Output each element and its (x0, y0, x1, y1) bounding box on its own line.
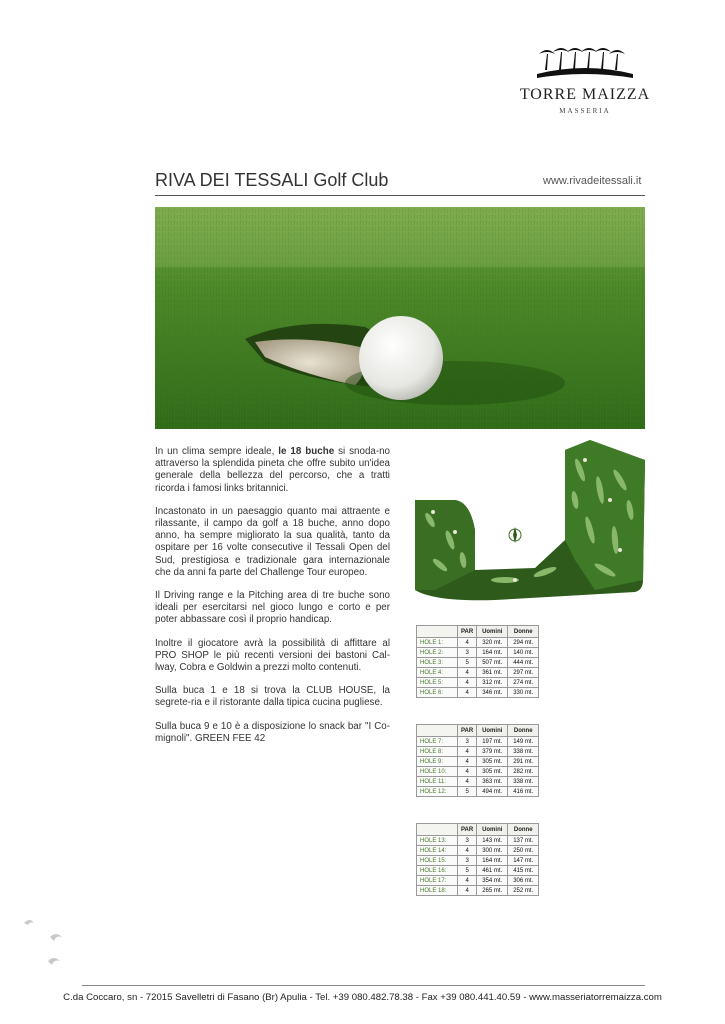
women-distance: 297 mt. (508, 668, 539, 678)
men-distance: 265 mt. (477, 886, 508, 896)
women-distance: 415 mt. (508, 866, 539, 876)
hole-label: HOLE 9: (417, 757, 458, 767)
men-distance: 346 mt. (477, 688, 508, 698)
par-value: 4 (458, 846, 477, 856)
women-distance: 294 mt. (508, 638, 539, 648)
table-row (417, 737, 539, 747)
hole-label: HOLE 6: (417, 688, 458, 698)
hole-label: HOLE 17: (417, 876, 458, 886)
hole-label: HOLE 3: (417, 658, 458, 668)
women-header: Donne (508, 725, 539, 737)
intro-bold-text: le 18 buche (278, 446, 335, 457)
par-value: 4 (458, 678, 477, 688)
men-distance: 363 mt. (477, 777, 508, 787)
hole-label: HOLE 18: (417, 886, 458, 896)
table-row (417, 668, 539, 678)
birds-icon (20, 915, 80, 975)
men-distance: 312 mt. (477, 678, 508, 688)
men-distance: 361 mt. (477, 668, 508, 678)
par-value: 3 (458, 856, 477, 866)
men-distance: 461 mt. (477, 866, 508, 876)
women-distance: 274 mt. (508, 678, 539, 688)
paragraph-club-house: Sulla buca 1 e 18 si trova la CLUB HOUSE, la segrete-ria e il ristorante dalla tipica cucina pugliese. (155, 685, 390, 709)
women-distance: 147 mt. (508, 856, 539, 866)
holes-table-7-12 (416, 724, 539, 797)
men-distance: 305 mt. (477, 757, 508, 767)
men-header: Uomini (477, 725, 508, 737)
paragraph-intro (155, 446, 390, 495)
table-row (417, 846, 539, 856)
table-row (417, 876, 539, 886)
table-row (417, 836, 539, 846)
club-website-link[interactable]: www.rivadeitessali.it (543, 175, 642, 187)
intro-text: In un clima sempre ideale, (155, 446, 279, 457)
table-row (417, 688, 539, 698)
men-distance: 320 mt. (477, 638, 508, 648)
compass-icon (509, 527, 521, 543)
table-corner (417, 626, 458, 638)
men-distance: 197 mt. (477, 737, 508, 747)
table-header-row (417, 626, 539, 638)
par-value: 3 (458, 737, 477, 747)
club-description (155, 446, 390, 756)
paragraph-pro-shop: Inoltre il giocatore avrà la possibilità di affittare al PRO SHOP le più recenti versioni dei bastoni Cal-lway, Cobra e Goldwin a prezzi molto contenuti. (155, 637, 390, 674)
hole-label: HOLE 10: (417, 767, 458, 777)
men-distance: 143 mt. (477, 836, 508, 846)
table-row (417, 757, 539, 767)
hole-label: HOLE 7: (417, 737, 458, 747)
course-map (415, 440, 645, 602)
par-value: 4 (458, 638, 477, 648)
table-row (417, 777, 539, 787)
women-distance: 140 mt. (508, 648, 539, 658)
hole-label: HOLE 1: (417, 638, 458, 648)
par-value: 3 (458, 648, 477, 658)
table-corner (417, 725, 458, 737)
women-distance: 137 mt. (508, 836, 539, 846)
hole-label: HOLE 15: (417, 856, 458, 866)
table-row (417, 648, 539, 658)
men-distance: 164 mt. (477, 648, 508, 658)
women-distance: 149 mt. (508, 737, 539, 747)
table-row (417, 747, 539, 757)
par-value: 4 (458, 767, 477, 777)
women-distance: 444 mt. (508, 658, 539, 668)
women-distance: 416 mt. (508, 787, 539, 797)
palm-trees-logo-icon (535, 40, 635, 84)
men-header: Uomini (477, 626, 508, 638)
hole-label: HOLE 11: (417, 777, 458, 787)
hole-label: HOLE 2: (417, 648, 458, 658)
women-distance: 330 mt. (508, 688, 539, 698)
footer-contact: C.da Coccaro, sn - 72015 Savelletri di Fasano (Br) Apulia - Tel. +39 080.482.78.38 - Fax +39 080.441.40.59 - www.masseriatorremaizza.com (63, 992, 662, 1003)
women-distance: 338 mt. (508, 747, 539, 757)
par-header: PAR (458, 725, 477, 737)
golf-ball-photo (155, 207, 645, 429)
par-header: PAR (458, 824, 477, 836)
par-value: 4 (458, 747, 477, 757)
table-row (417, 767, 539, 777)
women-distance: 306 mt. (508, 876, 539, 886)
header-divider (155, 195, 645, 196)
men-distance: 494 mt. (477, 787, 508, 797)
table-header-row (417, 725, 539, 737)
hole-label: HOLE 12: (417, 787, 458, 797)
brand-subtitle: MASSERIA (559, 107, 611, 115)
decorative-birds (20, 915, 80, 975)
table-row (417, 658, 539, 668)
par-value: 5 (458, 658, 477, 668)
par-value: 3 (458, 836, 477, 846)
hole-label: HOLE 13: (417, 836, 458, 846)
holes-table-1-6 (416, 625, 539, 698)
women-distance: 250 mt. (508, 846, 539, 856)
hole-label: HOLE 8: (417, 747, 458, 757)
hole-label: HOLE 16: (417, 866, 458, 876)
hole-label: HOLE 14: (417, 846, 458, 856)
par-header: PAR (458, 626, 477, 638)
paragraph-practice: Il Driving range e la Pitching area di tre buche sono ideali per esercitarsi nel gioco lungo e corto e per poter abbassare così il proprio handicap. (155, 590, 390, 626)
brand-name: TORRE MAIZZA (519, 86, 651, 103)
men-distance: 300 mt. (477, 846, 508, 856)
men-distance: 305 mt. (477, 767, 508, 777)
men-header: Uomini (477, 824, 508, 836)
par-value: 4 (458, 886, 477, 896)
par-value: 4 (458, 688, 477, 698)
par-value: 4 (458, 777, 477, 787)
par-value: 4 (458, 757, 477, 767)
paragraph-snack-bar: Sulla buca 9 e 10 è a disposizione lo snack bar "I Co-mignoli". GREEN FEE 42 (155, 720, 390, 744)
holes-table-13-18 (416, 823, 539, 896)
par-value: 4 (458, 876, 477, 886)
table-row (417, 678, 539, 688)
men-distance: 164 mt. (477, 856, 508, 866)
paragraph-course: Incastonato in un paesaggio quanto mai attraente e rilassante, il campo da golf a 18 buche, anno dopo anno, ha sempre migliorato la sua qualità, tanto da ospitare per 16 volte consecutive il Tessali Open del Sud, prestigiosa e tradizionale gara internazionale che da anni fa parte del Challenge Tour europeo. (155, 505, 390, 578)
table-row (417, 856, 539, 866)
table-row (417, 866, 539, 876)
women-header: Donne (508, 824, 539, 836)
table-header-row (417, 824, 539, 836)
men-distance: 507 mt. (477, 658, 508, 668)
brand-logo (510, 40, 660, 130)
women-distance: 338 mt. (508, 777, 539, 787)
hole-label: HOLE 4: (417, 668, 458, 678)
men-distance: 354 mt. (477, 876, 508, 886)
women-distance: 282 mt. (508, 767, 539, 777)
table-row (417, 787, 539, 797)
page-title: RIVA DEI TESSALI Golf Club (155, 170, 389, 190)
table-row (417, 886, 539, 896)
intro-text-continued: si snoda-no attraverso la splendida pineta che offre subito un'idea generale della bellezza del percorso, che a tratti ricorda i famosi links britannici. (155, 446, 391, 494)
table-row (417, 638, 539, 648)
par-value: 4 (458, 668, 477, 678)
men-distance: 379 mt. (477, 747, 508, 757)
footer-divider (82, 985, 645, 986)
table-corner (417, 824, 458, 836)
women-distance: 291 mt. (508, 757, 539, 767)
women-distance: 252 mt. (508, 886, 539, 896)
hole-label: HOLE 5: (417, 678, 458, 688)
par-value: 5 (458, 866, 477, 876)
par-value: 5 (458, 787, 477, 797)
women-header: Donne (508, 626, 539, 638)
